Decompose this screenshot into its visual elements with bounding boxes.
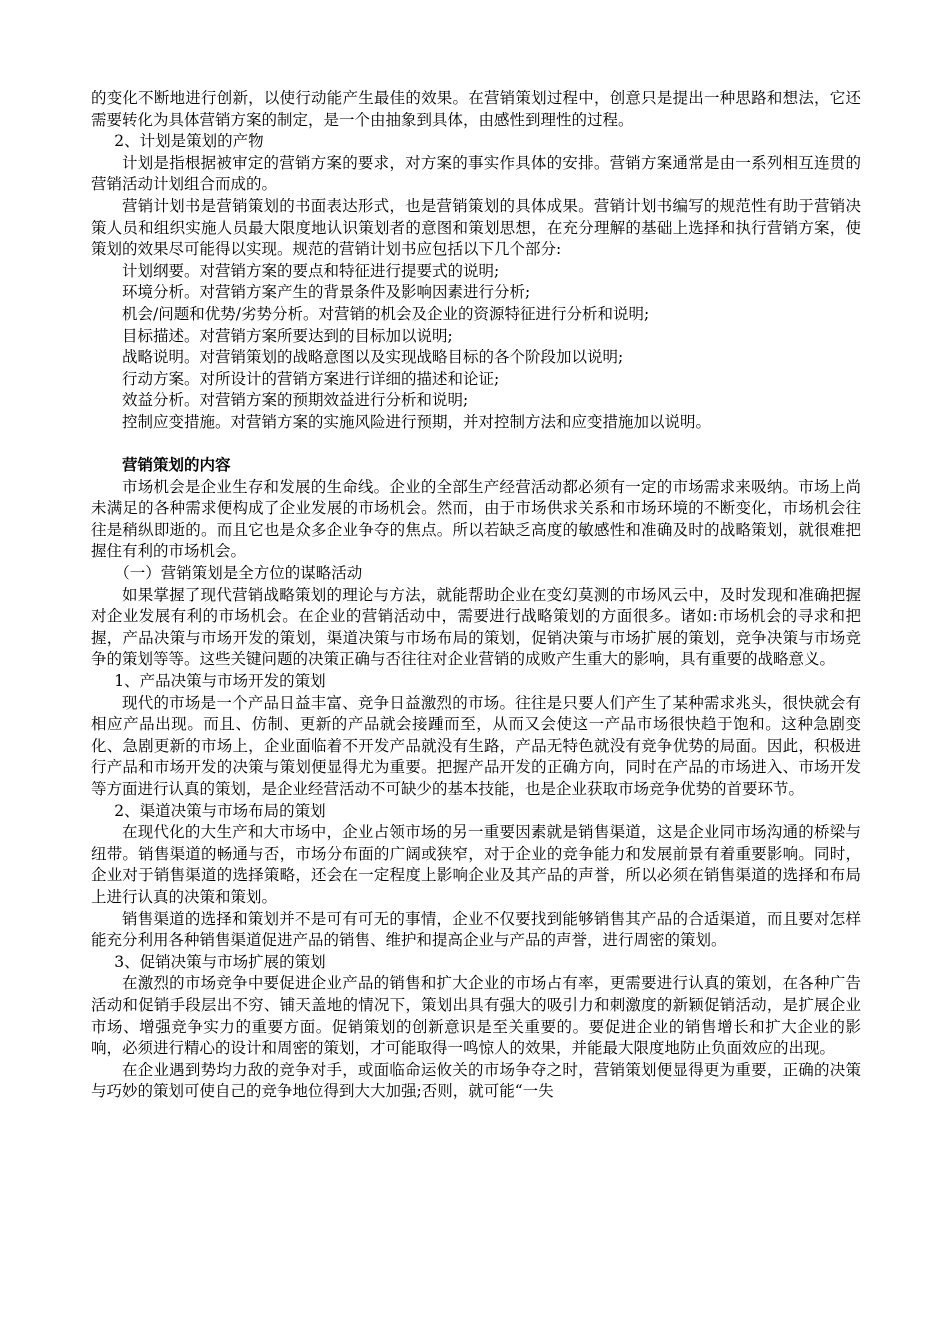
paragraph-modern-market: 现代的市场是一个产品日益丰富、竞争日益激烈的市场。往往是只要人们产生了某种需求兆头，很快就会有相应产品出现。而且、仿制、更新的产品就会接踵而至，从而又会使这一产品市场很快趋于饱和。这种急剧变化、急剧更新的市场上，企业面临着不开发产品就没有生路，产品无特色就没有竞争优势的局面。因此，积极进行产品和市场开发的决策与策划便显得尤为重要。把握产品开发的正确方向，同时在产品的市场进入、市场开发等方面进行认真的策划，是企业经营活动不可缺少的基本技能，也是企业获取市场竞争优势的首要环节。 — [91, 693, 861, 798]
paragraph-promotion: 在激烈的市场竞争中要促进企业产品的销售和扩大企业的市场占有率，更需要进行认真的策划，在各种广告活动和促销手段层出不穷、铺天盖地的情况下，策划出具有强大的吸引力和刺激度的新颖促销活动，是扩展企业市场、增强竞争实力的重要方面。促销策划的创新意识是至关重要的。要促进企业的销售增长和扩大企业的影响，必须进行精心的设计和周密的策划，才可能取得一鸣惊人的效果，并能最大限度地防止负面效应的出现。 — [91, 974, 861, 1058]
subheading-channel-decision: 2、渠道决策与市场布局的策划 — [114, 801, 326, 820]
paragraph-channel-selection: 销售渠道的选择和策划并不是可有可无的事情，企业不仅要找到能够销售其产品的合适渠道，而且要对怎样能充分利用各种销售渠道促进产品的销售、维护和提高企业与产品的声誉，进行周密的策划。 — [91, 909, 861, 950]
list-item-goal-description: 目标描述。对营销方案所要达到的目标加以说明; — [122, 326, 453, 345]
subheading-promotion-decision: 3、促销决策与市场扩展的策划 — [114, 952, 326, 971]
paragraph-sales-channels: 在现代化的大生产和大市场中，企业占领市场的另一重要因素就是销售渠道，这是企业同市场沟通的桥梁与纽带。销售渠道的畅通与否，市场分布面的广阔或狭窄，对于企业的竞争能力和发展前景有着重要影响。同时，企业对于销售渠道的选择策略，还会在一定程度上影响企业及其产品的声誉，所以必须在销售渠道的选择和布局上进行认真的决策和策划。 — [91, 823, 861, 906]
subheading-all-round-strategy: （一）营销策划是全方位的谋略活动 — [114, 564, 363, 583]
paragraph-plan-definition: 计划是指根据被审定的营销方案的要求，对方案的事实作具体的安排。营销方案通常是由一系列相互连贯的营销活动计划组合而成的。 — [91, 153, 861, 194]
list-item-control-measures: 控制应变措施。对营销方案的实施风险进行预期，并对控制方法和应变措施加以说明。 — [122, 412, 712, 431]
list-item-benefit-analysis: 效益分析。对营销方案的预期效益进行分析和说明; — [122, 391, 469, 410]
subheading-plan-product: 2、计划是策划的产物 — [114, 132, 264, 151]
paragraph-market-opportunity: 市场机会是企业生存和发展的生命线。企业的全部生产经营活动都必须有一定的市场需求来吸纳。市场上尚未满足的各种需求便构成了企业发展的市场机会。然而，由于市场供求关系和市场环境的不断变化，市场机会往往是稍纵即逝的。而且它也是众多企业争夺的焦点。所以若缺乏高度的敏感性和准确及时的战略策划，就很难把握住有利的市场机会。 — [91, 477, 861, 561]
list-item-plan-outline: 计划纲要。对营销方案的要点和特征进行提要式的说明; — [122, 261, 500, 280]
paragraph-continuation: 的变化不断地进行创新，以使行动能产生最佳的效果。在营销策划过程中，创意只是提出一种思路和想法，它还需要转化为具体营销方案的制定，是一个由抽象到具体，由感性到理性的过程。 — [91, 89, 861, 129]
list-item-environment-analysis: 环境分析。对营销方案产生的背景条件及影响因素进行分析; — [122, 283, 531, 302]
list-item-action-plan: 行动方案。对所设计的营销方案进行详细的描述和论证; — [122, 369, 500, 388]
section-heading: 营销策划的内容 — [122, 456, 231, 475]
paragraph-plan-book: 营销计划书是营销策划的书面表达形式，也是营销策划的具体成果。营销计划书编写的规范性有助于营销决策人员和组织实施人员最大限度地认识策划者的意图和策划思想，在充分理解的基础上选择和执行营销方案，使策划的效果尽可能得以实现。规范的营销计划书应包括以下几个部分: — [91, 196, 861, 259]
spacer — [91, 434, 861, 456]
document-page — [91, 88, 861, 1103]
paragraph-competition: 在企业遇到势均力敌的竞争对手，或面临命运攸关的市场争夺之时，营销策划便显得更为重要，正确的决策与巧妙的策划可使自己的竞争地位得到大大加强;否则，就可能“一失 — [91, 1060, 861, 1101]
list-item-strategy-statement: 战略说明。对营销策划的战略意图以及实现战略目标的各个阶段加以说明; — [122, 348, 624, 367]
subheading-product-decision: 1、产品决策与市场开发的策划 — [114, 672, 326, 691]
list-item-swot-analysis: 机会/问题和优势/劣势分析。对营销的机会及企业的资源特征进行分析和说明; — [122, 304, 650, 323]
paragraph-strategy-theory: 如果掌握了现代营销战略策划的理论与方法，就能帮助企业在变幻莫测的市场风云中，及时发现和准确把握对企业发展有利的市场机会。在企业的营销活动中，需要进行战略策划的方面很多。诸如:市场机会的寻求和把握，产品决策与市场开发的策划，渠道决策与市场布局的策划，促销决策与市场扩展的策划，竞争决策与市场竞争的策划等等。这些关键问题的决策正确与否往往对企业营销的成败产生重大的影响，具有重要的战略意义。 — [91, 585, 861, 669]
